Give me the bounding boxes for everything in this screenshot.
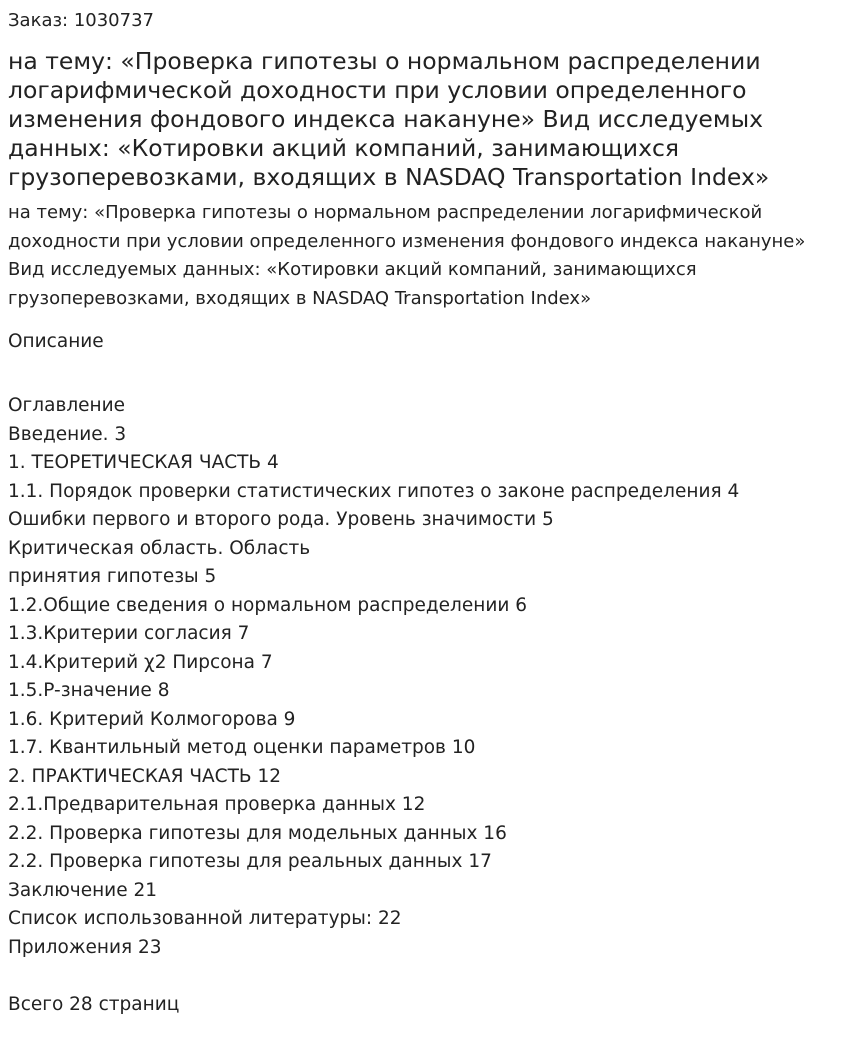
toc-item: Список использованной литературы: 22 xyxy=(8,908,402,930)
toc-item: 2.1.Предварительная проверка данных 12 xyxy=(8,794,426,816)
toc-item: Введение. 3 xyxy=(8,423,127,445)
description-heading: Описание xyxy=(8,331,104,353)
toc-item: 1.4.Критерий χ2 Пирсона 7 xyxy=(8,651,273,673)
page-subtitle: на тему: «Проверка гипотезы о нормальном распределении логарифмической доходности при условии определенного изменения фондового индекса накануне» Вид исследуемых данных: «Котировки акций компаний, занимающихся грузоперевозками, входящих в NASDAQ Transportation Index» xyxy=(8,202,806,309)
toc-item: 2.2. Проверка гипотезы для реальных данных 17 xyxy=(8,851,492,873)
toc-item: 1.7. Квантильный метод оценки параметров 10 xyxy=(8,737,476,759)
toc-item: принятия гипотезы 5 xyxy=(8,566,217,588)
toc-item: 2.2. Проверка гипотезы для модельных данных 16 xyxy=(8,822,507,844)
toc-heading: Оглавление xyxy=(8,395,126,417)
toc-item: 1.1. Порядок проверки статистических гипотез о законе распределения 4 xyxy=(8,480,740,502)
toc-item: 1.3.Критерии согласия 7 xyxy=(8,623,250,645)
table-of-contents xyxy=(8,392,838,962)
toc-item: 1. ТЕОРЕТИЧЕСКАЯ ЧАСТЬ 4 xyxy=(8,452,279,474)
toc-item: Приложения 23 xyxy=(8,936,162,958)
total-pages: Всего 28 страниц xyxy=(8,993,180,1015)
toc-item: 1.2.Общие сведения о нормальном распределении 6 xyxy=(8,594,528,616)
toc-item: 2. ПРАКТИЧЕСКАЯ ЧАСТЬ 12 xyxy=(8,765,282,787)
toc-item: 1.6. Критерий Колмогорова 9 xyxy=(8,708,296,730)
toc-item: Ошибки первого и второго рода. Уровень значимости 5 xyxy=(8,509,554,531)
page-title: на тему: «Проверка гипотезы о нормальном распределении логарифмической доходности при условии определенного изменения фондового индекса накануне» Вид исследуемых данных: «Котировки акций компаний, занимающихся грузоперевозками, входящих в NASDAQ Transportation Index» xyxy=(8,47,770,191)
toc-item: Критическая область. Область xyxy=(8,537,311,559)
order-page xyxy=(8,0,838,1019)
toc-item: 1.5.P-значение 8 xyxy=(8,680,170,702)
toc-item: Заключение 21 xyxy=(8,879,158,901)
order-number: Заказ: 1030737 xyxy=(8,10,154,31)
